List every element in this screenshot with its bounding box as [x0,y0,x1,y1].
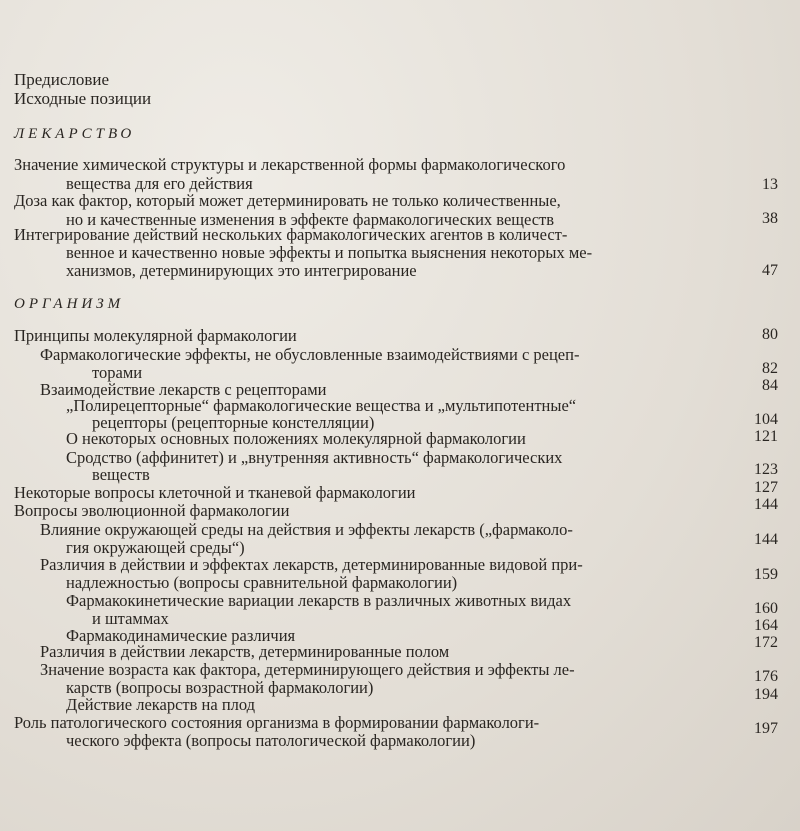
page-number: 194 [754,686,778,703]
toc-entry-line: О некоторых основных положениях молекулярной фармакологии [66,429,526,448]
toc-entry-line: Сродство (аффинитет) и „внутренняя активность“ фармакологических [66,448,563,467]
front-preface: Предисловие [14,70,110,89]
section-heading-organism: ОРГАНИЗМ [14,296,125,312]
toc-entry-line: Фармакодинамические различия [66,626,296,645]
toc-entry-line: Вопросы эволюционной фармакологии [14,501,290,520]
toc-entry-line: Фармакокинетические вариации лекарств в различных животных видах [66,591,572,610]
page-number: 38 [762,210,778,227]
toc-entry-line: Роль патологического состояния организма в формировании фармакологи- [14,713,540,732]
toc-entry-line: Принципы молекулярной фармакологии [14,326,297,345]
toc-entry-line: Различия в действии лекарств, детерминированные полом [40,642,450,661]
page-number: 159 [754,566,778,583]
page-number: 172 [754,634,778,651]
page-number: 84 [762,377,778,394]
toc-entry-line: Взаимодействие лекарств с рецепторами [40,380,327,399]
toc-entry-line: Интегрирование действий нескольких фармакологических агентов в количест- [14,225,568,244]
page-number: 197 [754,720,778,737]
toc-entry-line: вещества для его действия [66,174,253,193]
toc-entry-line: ханизмов, детерминирующих это интегрирование [66,261,417,280]
toc-entry-line: карств (вопросы возрастной фармакологии) [66,678,374,697]
toc-entry-line: Влияние окружающей среды на действия и эффекты лекарств („фармаколо- [40,520,573,539]
page-number: 47 [762,262,778,279]
page-number: 127 [754,479,778,496]
toc-entry-line: торами [92,363,143,382]
page-number: 13 [762,176,778,193]
page-number: 176 [754,668,778,685]
front-starting-positions: Исходные позиции [14,89,152,108]
toc-entry-line: Значение химической структуры и лекарственной формы фармакологического [14,155,566,174]
toc-entry-line: Значение возраста как фактора, детерминирующего действия и эффекты ле- [40,660,575,679]
page-number: 104 [754,411,778,428]
page-number: 121 [754,428,778,445]
toc-entry-line: венное и качественно новые эффекты и попытка выяснения некоторых ме- [66,243,593,262]
page-number: 80 [762,326,778,343]
toc-entry-line: гия окружающей среды“) [66,538,245,557]
toc-entry-line: но и качественные изменения в эффекте фармакологических веществ [66,210,555,229]
toc-entry-line: и штаммах [92,609,169,628]
toc-entry-line: Действие лекарств на плод [66,695,256,714]
toc-entry-line: веществ [92,465,150,484]
toc-entry-line: Различия в действии и эффектах лекарств, детерминированные видовой при- [40,555,583,574]
toc-entry-line: „Полирецепторные“ фармакологические вещества и „мультипотентные“ [66,396,577,415]
toc-entry-line: Фармакологические эффекты, не обусловленные взаимодействиями с рецеп- [40,345,580,364]
section-heading-drug: ЛЕКАРСТВО [14,126,136,142]
page-number: 123 [754,461,778,478]
toc-entry-line: ческого эффекта (вопросы патологической фармакологии) [66,731,476,750]
page-number: 82 [762,360,778,377]
page-number: 160 [754,600,778,617]
toc-entry-line: рецепторы (рецепторные констелляции) [92,413,375,432]
toc-entry-line: Некоторые вопросы клеточной и тканевой фармакологии [14,483,416,502]
page-number: 144 [754,496,778,513]
page-number: 164 [754,617,778,634]
toc-entry-line: надлежностью (вопросы сравнительной фармакологии) [66,573,458,592]
toc-entry-line: Доза как фактор, который может детерминировать не только количественные, [14,191,561,210]
page-number: 144 [754,531,778,548]
